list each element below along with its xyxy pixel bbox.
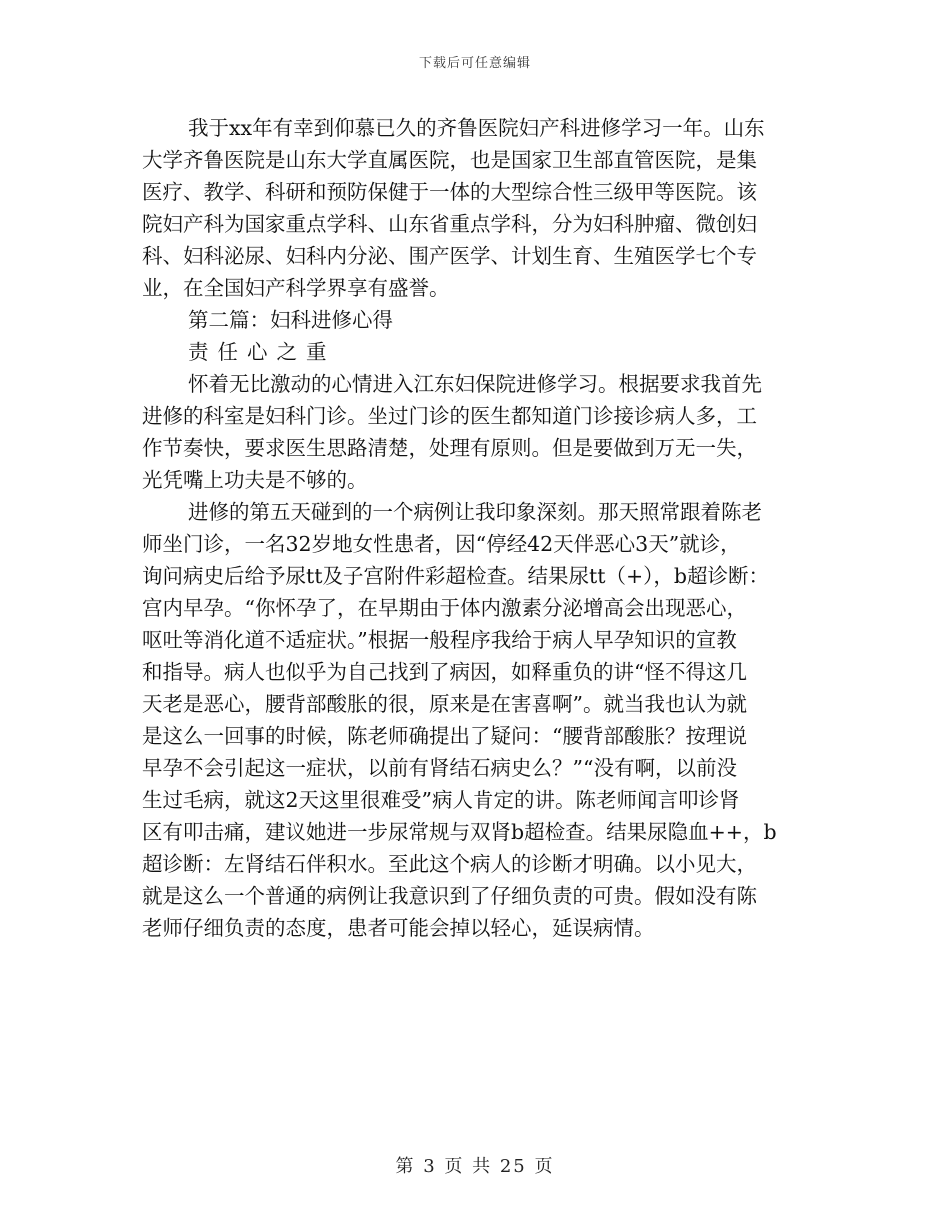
page-number-footer: 第 3 页 共 25 页 xyxy=(395,1156,555,1177)
paragraph-line: 大学齐鲁医院是山东大学直属医院，也是国家卫生部直管医院，是集 xyxy=(142,148,757,172)
paragraph-line: 进修的科室是妇科门诊。坐过门诊的医生都知道门诊接诊病人多，工 xyxy=(142,404,757,428)
paragraph-line: 就是这么一个普通的病例让我意识到了仔细负责的可贵。假如没有陈 xyxy=(142,884,757,908)
paragraph-line: 天老是恶心，腰背部酸胀的很，原来是在害喜啊”。就当我也认为就 xyxy=(142,692,747,716)
paragraph-line: 是这么一回事的时候，陈老师确提出了疑问：“腰背部酸胀？按理说 xyxy=(142,724,747,748)
paragraph-line: 怀着无比激动的心情进入江东妇保院进修学习。根据要求我首先 xyxy=(188,372,762,396)
paragraph-line: 科、妇科泌尿、妇科内分泌、围产医学、计划生育、生殖医学七个专 xyxy=(142,244,757,268)
section-subtitle: 责任心之重 xyxy=(188,340,336,364)
paragraph-line: 询问病史后给予尿tt及子宫附件彩超检查。结果尿tt（+），b超诊断： xyxy=(142,564,769,588)
paragraph-line: 师坐门诊，一名32岁地女性患者，因“停经42天伴恶心3天”就诊， xyxy=(142,532,741,556)
paragraph-line: 业，在全国妇产科学界享有盛誉。 xyxy=(142,276,450,300)
paragraph-line: 院妇产科为国家重点学科、山东省重点学科，分为妇科肿瘤、微创妇 xyxy=(142,212,757,236)
paragraph-line: 光凭嘴上功夫是不够的。 xyxy=(142,468,368,492)
paragraph-line: 和指导。病人也似乎为自己找到了病因，如释重负的讲“怪不得这几 xyxy=(142,660,747,684)
section-heading: 第二篇：妇科进修心得 xyxy=(188,308,393,332)
paragraph-line: 生过毛病，就这2天这里很难受”病人肯定的讲。陈老师闻言叩诊肾 xyxy=(142,788,740,812)
paragraph-line: 区有叩击痛，建议她进一步尿常规与双肾b超检查。结果尿隐血++，b xyxy=(142,820,777,844)
paragraph-line: 超诊断：左肾结石伴积水。至此这个病人的诊断才明确。以小见大， xyxy=(142,852,757,876)
paragraph-line: 早孕不会引起这一症状，以前有肾结石病史么？”“没有啊，以前没 xyxy=(142,756,737,780)
paragraph-line: 医疗、教学、科研和预防保健于一体的大型综合性三级甲等医院。该 xyxy=(142,180,757,204)
paragraph-line: 我于xx年有幸到仰慕已久的齐鲁医院妇产科进修学习一年。山东 xyxy=(188,116,765,140)
paragraph-line: 进修的第五天碰到的一个病例让我印象深刻。那天照常跟着陈老 xyxy=(188,500,762,524)
document-body xyxy=(142,112,822,944)
paragraph-line: 呕吐等消化道不适症状。”根据一般程序我给于病人早孕知识的宣教 xyxy=(142,628,737,652)
paragraph-line: 作节奏快，要求医生思路清楚，处理有原则。但是要做到万无一失， xyxy=(142,436,757,460)
paragraph-line: 宫内早孕。“你怀孕了，在早期由于体内激素分泌增高会出现恶心， xyxy=(142,596,747,620)
page-header-note: 下载后可任意编辑 xyxy=(418,56,531,71)
paragraph-line: 老师仔细负责的态度，患者可能会掉以轻心，延误病情。 xyxy=(142,916,655,940)
